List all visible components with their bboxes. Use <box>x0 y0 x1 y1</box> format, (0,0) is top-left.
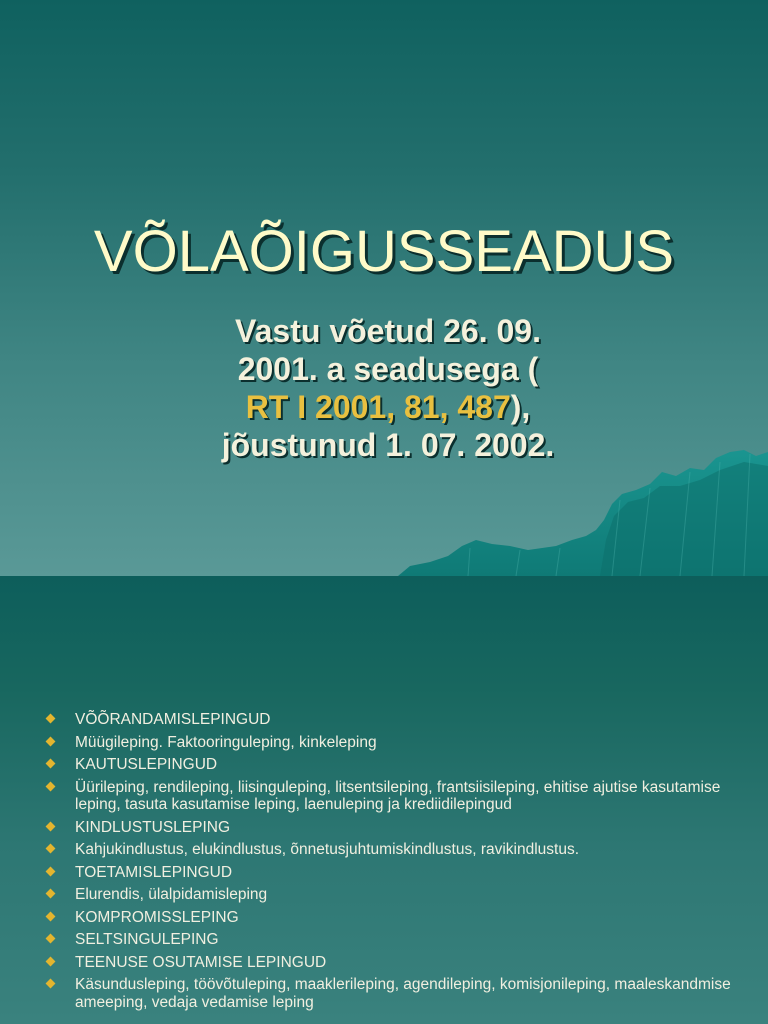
list-item: Käsundusleping, töövõtuleping, maaklerileping, agendileping, komisjonileping, maaleskandmise ameeping, vedaja vedamise leping <box>44 976 734 1011</box>
subtitle-line-3 <box>100 388 676 426</box>
diamond-bullet-icon <box>46 781 56 791</box>
subtitle-line-2: 2001. a seadusega ( <box>237 351 539 387</box>
list-item: VÕÕRANDAMISLEPINGUD <box>44 711 734 729</box>
list-item: KINDLUSTUSLEPING <box>44 819 734 837</box>
diamond-bullet-icon <box>46 911 56 921</box>
list-item: SELTSINGULEPING <box>44 931 734 949</box>
slide-title: VÕLAÕIGUSSEADUS <box>93 219 675 284</box>
diamond-bullet-icon <box>46 844 56 854</box>
list-item: Müügileping. Faktooringuleping, kinkeleping <box>44 734 734 752</box>
legal-reference-link[interactable]: RT I 2001, 81, 487 <box>245 389 511 425</box>
list-item: KAUTUSLEPINGUD <box>44 756 734 774</box>
list-item: TOETAMISLEPINGUD <box>44 864 734 882</box>
list-item: KOMPROMISSLEPING <box>44 909 734 927</box>
subtitle-line-4: jõustunud 1. 07. 2002. <box>221 427 555 463</box>
diamond-bullet-icon <box>46 821 56 831</box>
list-item: TEENUSE OSUTAMISE LEPINGUD <box>44 954 734 972</box>
diamond-bullet-icon <box>46 736 56 746</box>
slide-2 <box>0 576 768 1024</box>
subtitle-line-3-end: ), <box>510 389 531 425</box>
diamond-bullet-icon <box>46 759 56 769</box>
subtitle-line-1: Vastu võetud 26. 09. <box>235 313 541 349</box>
diamond-bullet-icon <box>46 956 56 966</box>
contract-types-list <box>44 711 734 1016</box>
slide-subtitle <box>100 312 676 464</box>
list-item: Elurendis, ülalpidamisleping <box>44 886 734 904</box>
diamond-bullet-icon <box>46 889 56 899</box>
diamond-bullet-icon <box>46 866 56 876</box>
diamond-bullet-icon <box>46 979 56 989</box>
list-item: Üürileping, rendileping, liisinguleping, litsentsileping, frantsiisileping, ehitise ajutise kasutamise leping, tasuta kasutamise leping, laenuleping ja krediidilepingud <box>44 779 734 814</box>
diamond-bullet-icon <box>46 714 56 724</box>
list-item: Kahjukindlustus, elukindlustus, õnnetusjuhtumiskindlustus, ravikindlustus. <box>44 841 734 859</box>
diamond-bullet-icon <box>46 934 56 944</box>
